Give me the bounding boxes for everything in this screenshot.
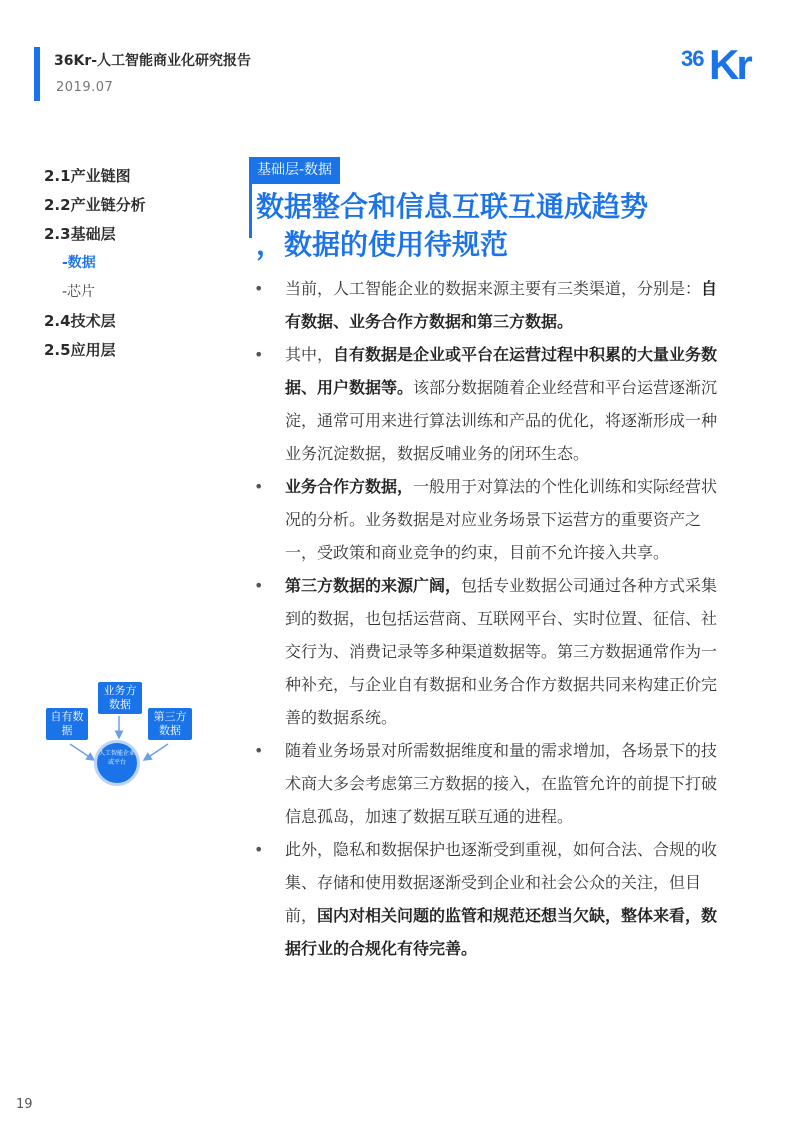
toc-item-chip[interactable]: -芯片 (62, 284, 96, 300)
toc-item-2-5[interactable]: 2.5应用层 (44, 341, 116, 359)
page-number: 19 (16, 1097, 33, 1112)
bullet-item (254, 734, 729, 833)
bullet-text: 其中， (285, 345, 334, 364)
bullet-bold-text: 业务合作方数据， (285, 477, 414, 496)
diagram-box-partner-data: 业务方数据 (98, 682, 142, 714)
header-accent-bar (34, 47, 40, 101)
diagram-box-third-party-data: 第三方数据 (148, 708, 192, 740)
bullet-text: 当前，人工智能企业的数据来源主要有三类渠道，分别是： (285, 279, 702, 298)
diagram-center-circle: 人工智能企业或平台 (94, 740, 140, 786)
heading-accent-bar (249, 184, 252, 238)
section-tag: 基础层-数据 (249, 157, 340, 184)
logo-letters: Kr (709, 41, 750, 88)
arrow-right (144, 744, 168, 760)
table-of-contents (44, 162, 234, 365)
bullet-bold-text: 自有数据、业务合作方数据和第三方数据。 (285, 279, 718, 331)
bullet-bold-text: 国内对相关问题的监管和规范还想当欠缺，整体来看，数据行业的合规化有待完善。 (285, 906, 718, 958)
diagram-box-own-data: 自有数据 (46, 708, 88, 740)
toc-item-2-4[interactable]: 2.4技术层 (44, 312, 116, 330)
page-heading (256, 188, 726, 264)
toc-item-2-3[interactable]: 2.3基础层 (44, 225, 116, 243)
bullet-text: 此外，隐私和数据保护也逐渐受到重视，如何合法、合规的收集、存储和使用数据逐渐受到企业和社会公众的关注，但目前， (285, 840, 718, 925)
bullet-bold-text: 第三方数据的来源广阔， (285, 576, 462, 595)
36kr-logo (681, 42, 765, 94)
bullet-item (254, 470, 729, 569)
bullet-text: 该部分数据随着企业经营和平台运营逐渐沉淀，通常可用来进行算法训练和产品的优化，将逐渐形成一种业务沉淀数据，数据反哺业务的闭环生态。 (285, 378, 718, 463)
heading-line-1: 数据整合和信息互联互通成趋势 (256, 190, 649, 223)
bullet-list (254, 272, 729, 965)
bullet-item (254, 833, 729, 965)
bullet-item (254, 338, 729, 470)
report-date: 2019.07 (56, 80, 114, 95)
bullet-text: 随着业务场景对所需数据维度和量的需求增加，各场景下的技术商大多会考虑第三方数据的接入，在监管允许的前提下打破信息孤岛，加速了数据互联互通的进程。 (285, 741, 718, 826)
bullet-text: 包括专业数据公司通过各种方式采集到的数据，也包括运营商、互联网平台、实时位置、征信、社交行为、消费记录等多种渠道数据等。第三方数据通常作为一种补充，与企业自有数据和业务合作方数据共同来构建正价完善的数据系统。 (285, 576, 718, 727)
report-title: 36Kr-人工智能商业化研究报告 (54, 53, 252, 69)
heading-line-2: ，数据的使用待规范 (256, 228, 509, 261)
data-source-diagram (44, 680, 194, 810)
bullet-bold-text: 自有数据是企业或平台在运营过程中积累的大量业务数据、用户数据等。 (285, 345, 718, 397)
bullet-item (254, 569, 729, 734)
toc-item-data[interactable]: -数据 (62, 255, 96, 271)
logo-number: 36 (681, 46, 704, 71)
toc-item-2-1[interactable]: 2.1产业链图 (44, 167, 131, 185)
arrow-left (70, 744, 94, 760)
bullet-item (254, 272, 729, 338)
bullet-text: 一般用于对算法的个性化训练和实际经营状况的分析。业务数据是对应业务场景下运营方的重要资产之一，受政策和商业竞争的约束，目前不允许接入共享。 (285, 477, 718, 562)
toc-item-2-2[interactable]: 2.2产业链分析 (44, 196, 146, 214)
